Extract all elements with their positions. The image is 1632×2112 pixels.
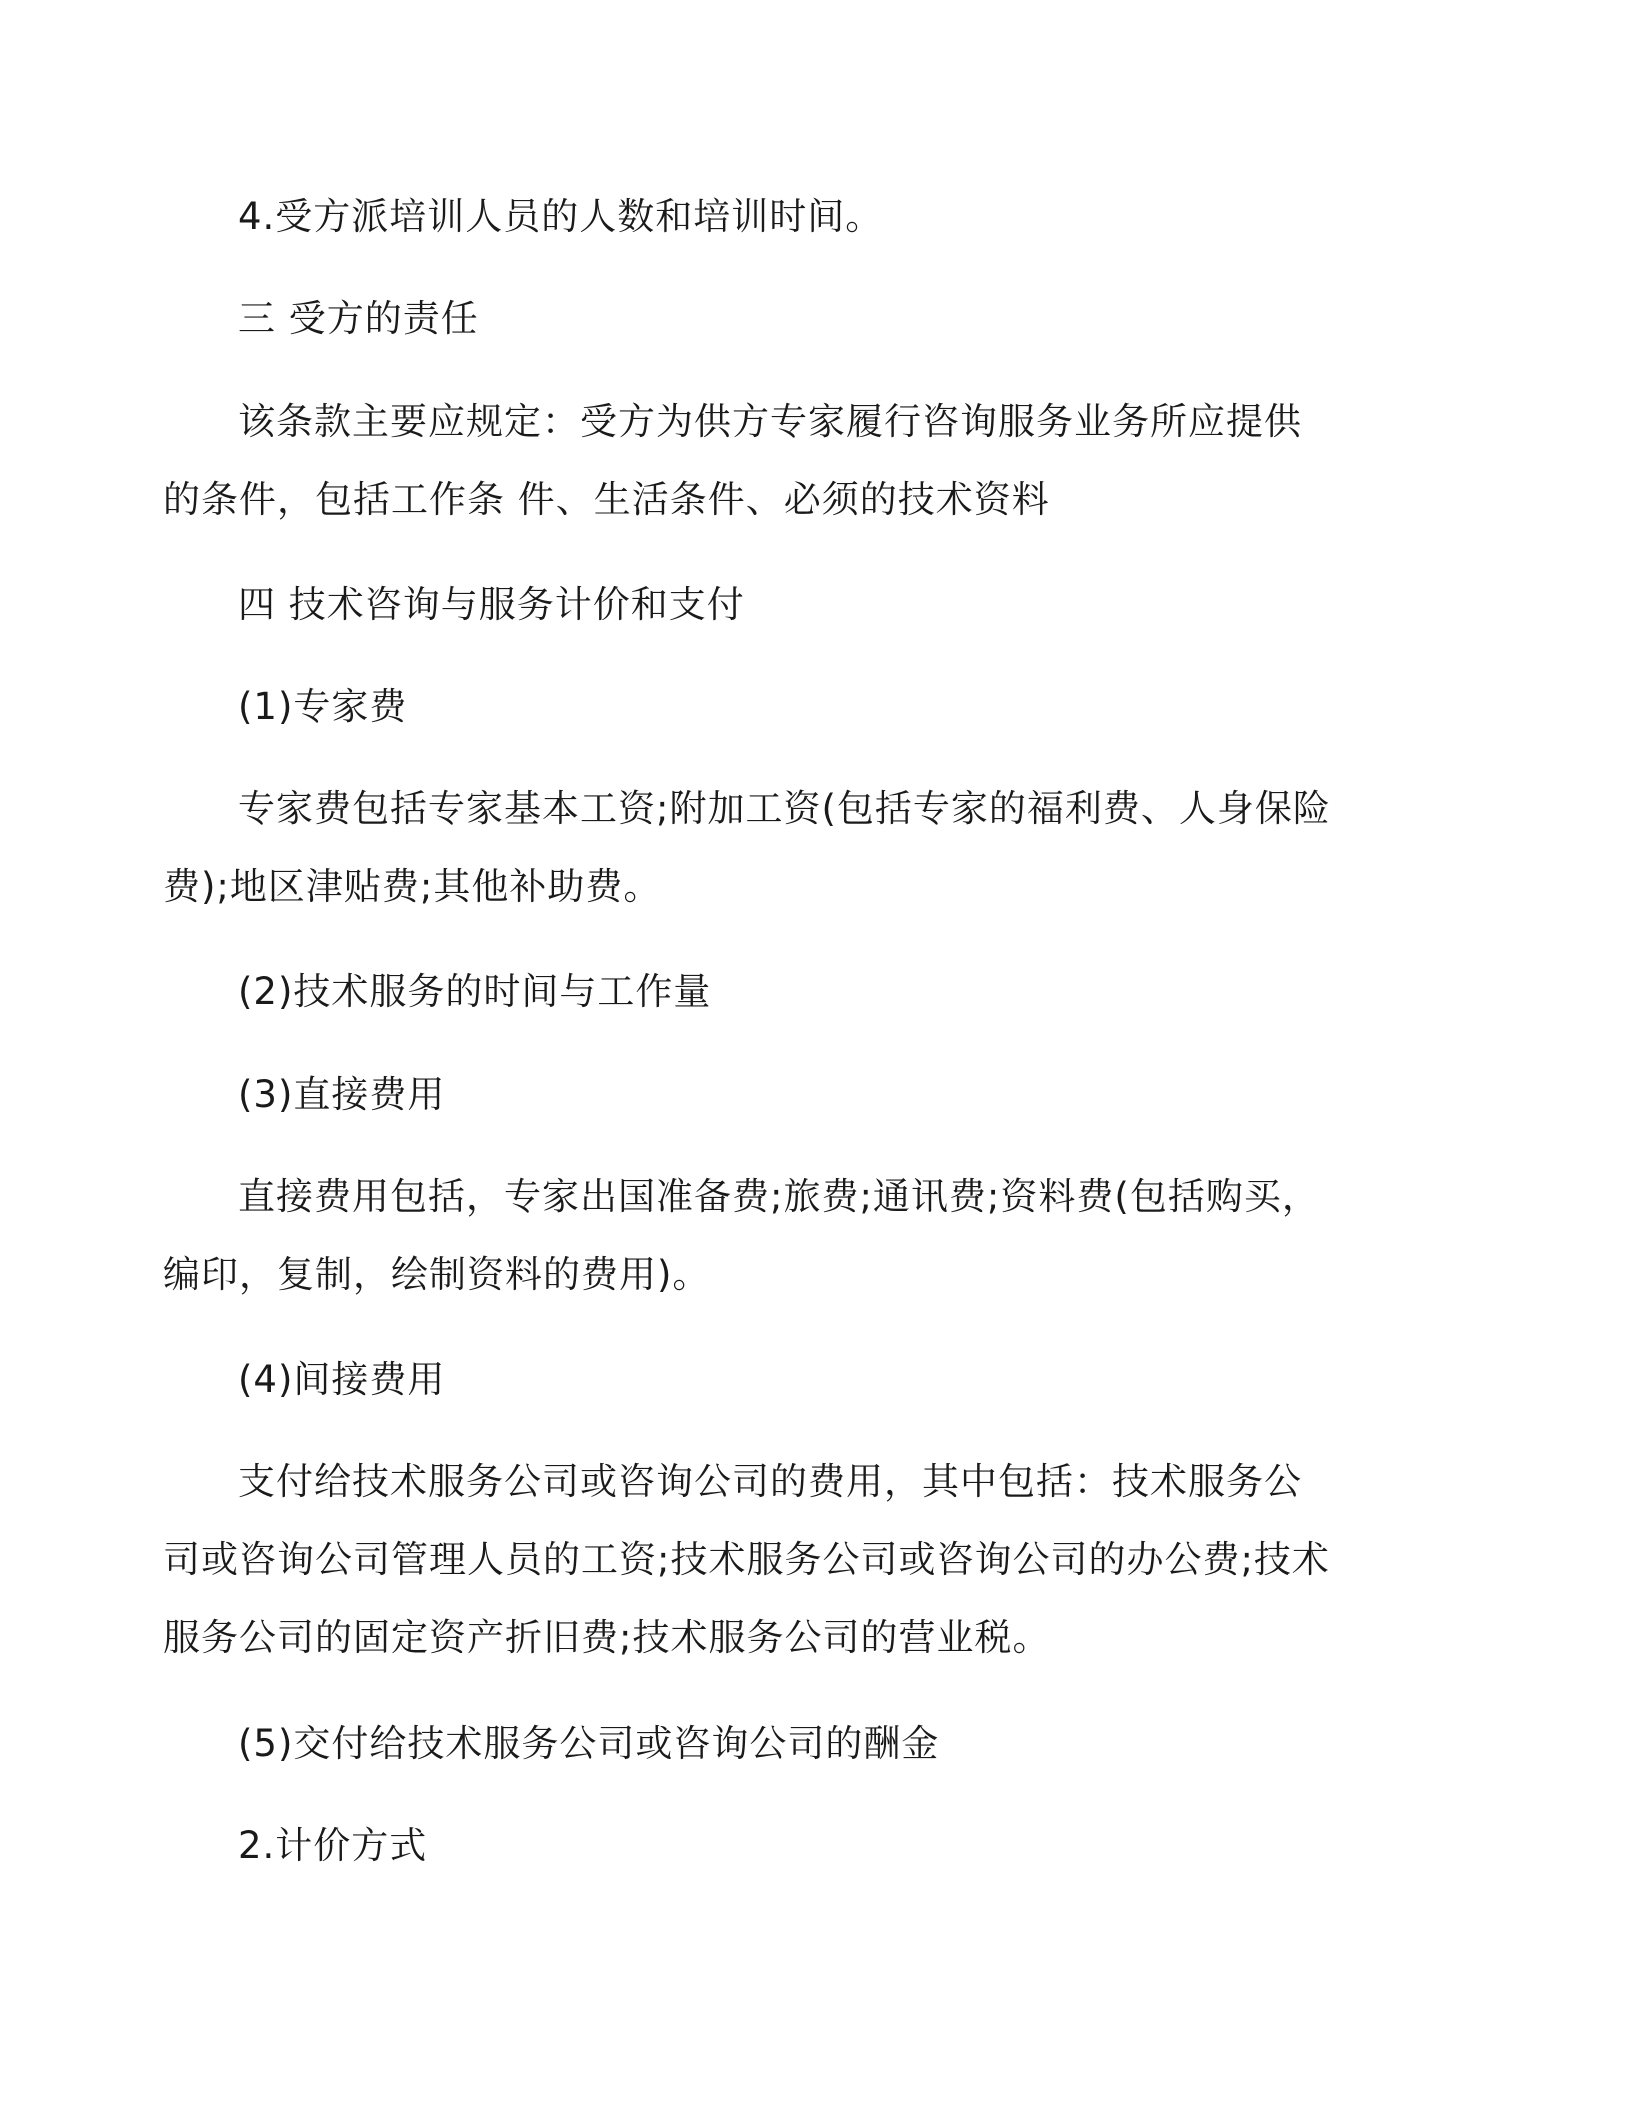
section-heading-recipient-responsibility (238, 280, 1408, 358)
subheading-service-time (238, 953, 1408, 1031)
subheading: 2.计价方式 (238, 1824, 428, 1867)
subheading: (2)技术服务的时间与工作量 (238, 970, 712, 1013)
section-heading: 三 受方的责任 (238, 297, 479, 340)
paragraph-clause-provisions (163, 383, 1408, 539)
subheading-direct-costs (238, 1056, 1408, 1134)
subheading: (4)间接费用 (238, 1358, 446, 1401)
paragraph-line: 4.受方派培训人员的人数和培训时间。 (238, 195, 884, 238)
subheading: (1)专家费 (238, 685, 408, 728)
paragraph-direct-costs-details (163, 1158, 1408, 1314)
section-heading: 四 技术咨询与服务计价和支付 (238, 583, 745, 626)
paragraph-training-personnel (238, 178, 1408, 256)
paragraph-line: 司或咨询公司管理人员的工资;技术服务公司或咨询公司的办公费;技术 (163, 1538, 1330, 1581)
paragraph-line: 费);地区津贴费;其他补助费。 (163, 865, 662, 908)
subheading-pricing-method (238, 1807, 1408, 1885)
paragraph-line: 专家费包括专家基本工资;附加工资(包括专家的福利费、人身保险 (238, 787, 1331, 830)
paragraph-expert-fee-details (163, 770, 1408, 926)
paragraph-line: 服务公司的固定资产折旧费;技术服务公司的营业税。 (163, 1616, 1051, 1659)
subheading-indirect-costs (238, 1341, 1408, 1419)
subheading-expert-fee (238, 668, 1408, 746)
subheading: (3)直接费用 (238, 1073, 446, 1116)
paragraph-line: 的条件，包括工作条 件、生活条件、必须的技术资料 (163, 478, 1050, 521)
paragraph-line: 该条款主要应规定：受方为供方专家履行咨询服务业务所应提供 (238, 400, 1302, 443)
subheading: (5)交付给技术服务公司或咨询公司的酬金 (238, 1722, 940, 1765)
paragraph-indirect-costs-details (163, 1443, 1408, 1677)
paragraph-line: 支付给技术服务公司或咨询公司的费用，其中包括：技术服务公 (238, 1460, 1302, 1503)
section-heading-pricing-payment (238, 566, 1408, 644)
paragraph-line: 直接费用包括，专家出国准备费;旅费;通讯费;资料费(包括购买， (238, 1175, 1320, 1218)
subheading-remuneration (238, 1705, 1408, 1783)
paragraph-line: 编印，复制，绘制资料的费用)。 (163, 1253, 711, 1296)
